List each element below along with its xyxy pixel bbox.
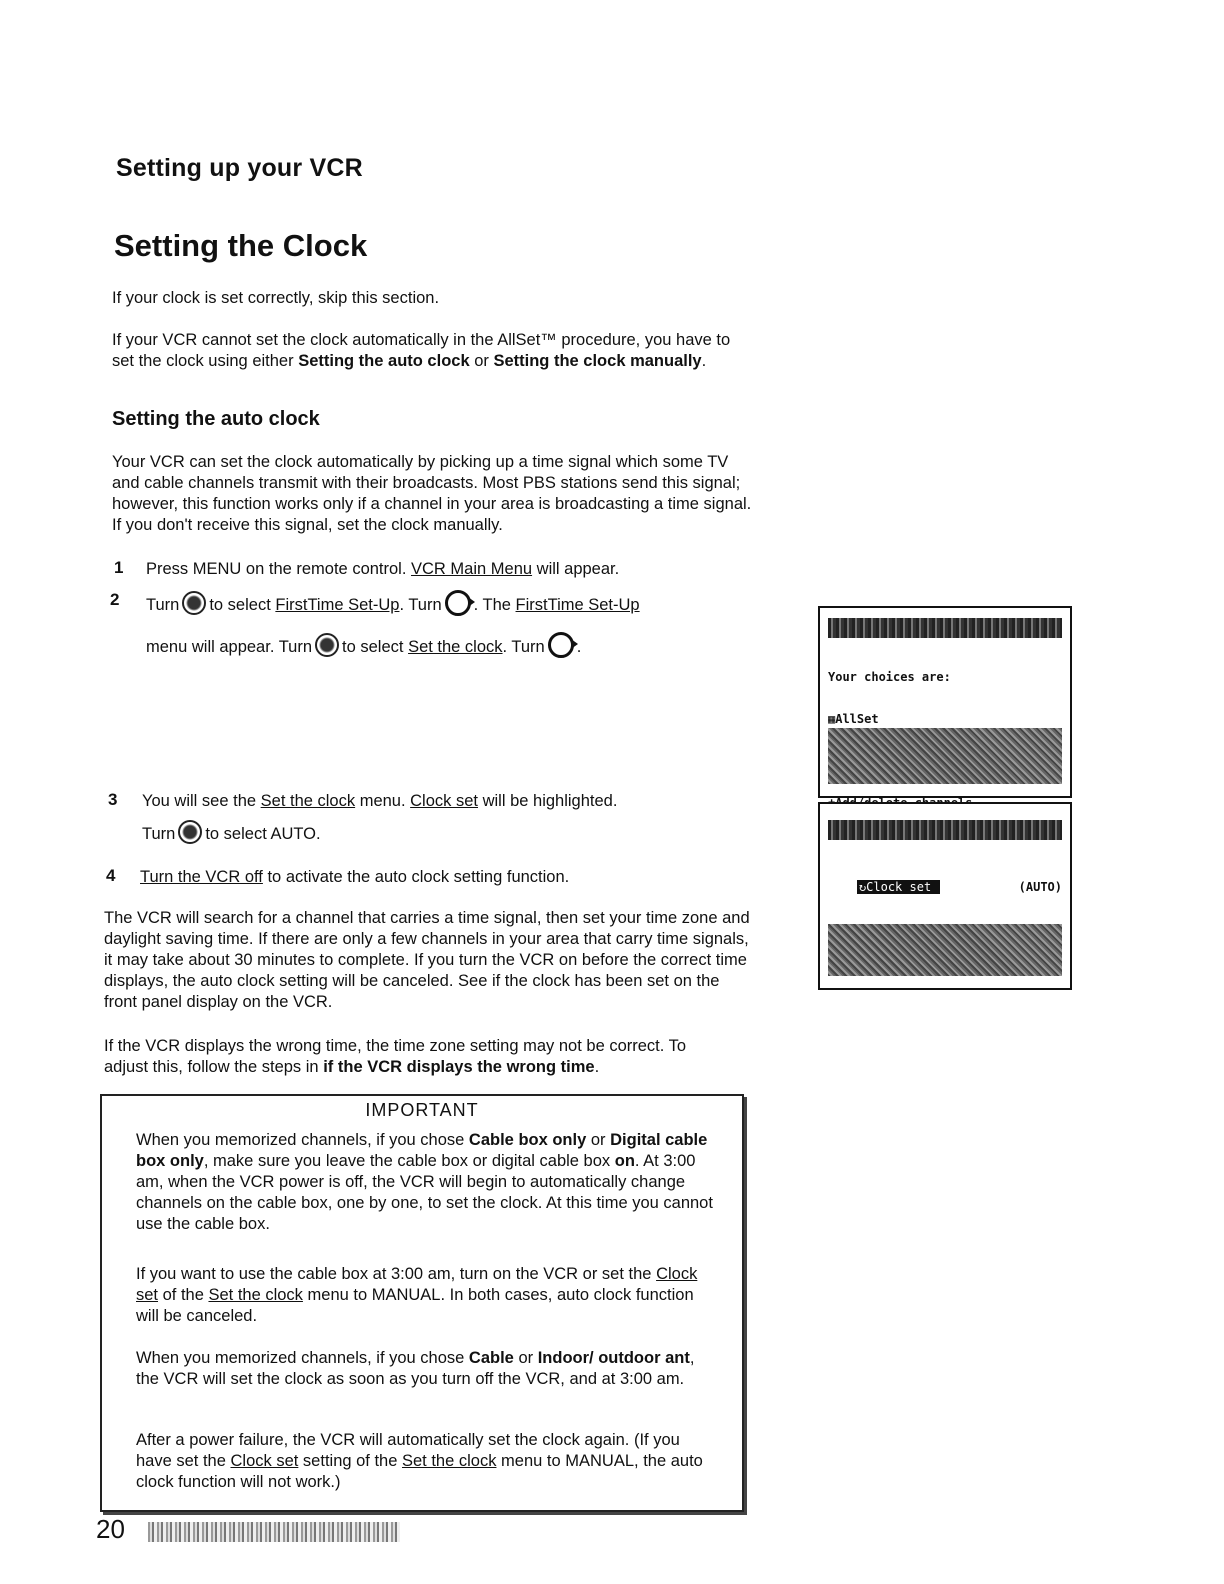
osd-item-value: (AUTO): [1018, 880, 1062, 894]
step-text: Turn: [146, 596, 180, 614]
para-text: When you memorized channels, if you chose: [136, 1131, 469, 1149]
step-text: menu will appear. Turn: [146, 638, 313, 656]
step-text: You will see the: [142, 792, 261, 810]
vcr-main-menu-link: VCR Main Menu: [411, 560, 533, 578]
turn-vcr-off-link: Turn the VCR off: [140, 868, 263, 886]
step-4-text: [140, 866, 760, 888]
osd-title-bar: [828, 618, 1062, 638]
para-text: If you want to use the cable box at 3:00 am, turn on the VCR or set the: [136, 1265, 657, 1283]
step-text: . The: [473, 596, 516, 614]
step-text: .: [576, 638, 582, 656]
step-text: to activate the auto clock setting function.: [262, 868, 570, 886]
step-number: 2: [110, 590, 120, 609]
step-3-line-2: [142, 820, 762, 845]
jog-dial-icon: [315, 633, 339, 657]
section-header: Setting up your VCR: [116, 154, 363, 182]
osd-help-area: [828, 728, 1062, 784]
step-2-line-1: [146, 590, 766, 616]
cable-box-only-ref: Cable box only: [468, 1131, 587, 1149]
step-text: Press MENU on the remote control.: [146, 560, 412, 578]
firsttime-setup-link: FirstTime Set-Up: [275, 596, 400, 614]
step-text: . Turn: [399, 596, 442, 614]
page-title: Setting the Clock: [114, 228, 368, 263]
para-text: of the: [158, 1286, 209, 1304]
cable-ref: Cable: [468, 1349, 514, 1367]
digital-cable-box-only-ref: Digital cable box only: [136, 1131, 708, 1170]
jog-dial-icon: [178, 820, 202, 844]
para-text: or: [586, 1131, 611, 1149]
osd-firsttime-setup-screen: [818, 606, 1072, 798]
para-text: , make sure you leave the cable box or digital cable box: [203, 1152, 615, 1170]
wrong-time-paragraph: [104, 1036, 734, 1078]
osd-help-area: [828, 924, 1062, 976]
important-paragraph-4: [136, 1430, 716, 1493]
jog-dial-icon: [182, 591, 206, 615]
para-text: setting of the: [298, 1452, 402, 1470]
footer-decorative-bar: [148, 1522, 400, 1542]
step-2-line-2: [146, 632, 766, 658]
indoor-outdoor-ant-ref: Indoor/ outdoor ant: [537, 1349, 690, 1367]
enter-dial-icon: [548, 632, 574, 658]
auto-clock-description: Your VCR can set the clock automatically by picking up a time signal which some TV and cable channels transmit with their broadcasts. Most PBS stations send this signal; however, this function works only if a channel in your area is broadcasting a time signal. If you don't receive this signal, set the clock manually.: [112, 453, 752, 534]
important-box: [100, 1094, 744, 1512]
para-text: .: [594, 1058, 600, 1076]
para-text: If the VCR displays the wrong time, the time zone setting may not be correct. To adjust this, follow the steps in: [104, 1037, 687, 1076]
set-the-clock-link: Set the clock: [408, 638, 503, 656]
step-number: 4: [106, 866, 116, 885]
osd-highlighted-item: ↻Clock set: [857, 880, 941, 894]
step-number: 1: [114, 558, 124, 577]
manual-clock-ref: Setting the clock manually: [493, 352, 702, 370]
osd-title-bar: [828, 820, 1062, 840]
clock-set-link: Clock set: [230, 1452, 299, 1470]
sub-heading-auto-clock: Setting the auto clock: [112, 408, 320, 430]
para-text: After a power failure, the VCR will automatically set the clock again. (If you have set the: [136, 1431, 680, 1470]
osd-item-label: AllSet: [835, 712, 879, 726]
para-text: menu to MANUAL, the auto clock function will not work.): [136, 1452, 703, 1491]
auto-clock-search-paragraph: The VCR will search for a channel that carries a time signal, then set your time zone and daylight saving time. If there are only a few channels in your area that carry time signals, it may take about 30 minutes to complete. If you turn the VCR on before the correct time displays, the auto clock setting will be canceled. See if the clock has been set on the front panel display on the VCR.: [104, 909, 750, 1011]
para-text: , the VCR will set the clock as soon as you turn off the VCR, and at 3:00 am.: [136, 1349, 695, 1388]
set-the-clock-link: Set the clock: [260, 792, 356, 810]
clock-set-link: Clock set: [410, 792, 478, 810]
step-3-line-1: [142, 790, 762, 812]
osd-item-allset: ▦AllSet: [828, 712, 879, 726]
step-text: to select AUTO.: [205, 825, 321, 843]
firsttime-setup-link: FirstTime Set-Up: [515, 596, 640, 614]
auto-clock-ref: Setting the auto clock: [298, 352, 470, 370]
intro-paragraph-2: [112, 330, 732, 372]
para-text: When you memorized channels, if you chose: [136, 1349, 469, 1367]
intro-text: or: [469, 352, 494, 370]
step-text: will appear.: [532, 560, 620, 578]
important-title: IMPORTANT: [365, 1100, 479, 1120]
clock-set-link: Clock set: [136, 1265, 698, 1304]
step-text: menu.: [355, 792, 411, 810]
step-text: to select: [342, 638, 409, 656]
step-text: will be highlighted.: [478, 792, 618, 810]
para-text: or: [513, 1349, 538, 1367]
wrong-time-ref: if the VCR displays the wrong time: [323, 1058, 595, 1076]
intro-paragraph-1: If your clock is set correctly, skip this section.: [112, 289, 440, 307]
osd-set-clock-screen: [818, 802, 1072, 990]
osd-prompt: Your choices are:: [828, 670, 951, 684]
para-text: . At 3:00 am, when the VCR power is off, the VCR will begin to automatically change channels on the cable box, one by one, to set the clock. At this time you cannot use the cable box.: [136, 1152, 713, 1233]
step-number: 3: [108, 790, 118, 809]
enter-dial-icon: [445, 590, 471, 616]
set-the-clock-link: Set the clock: [208, 1286, 303, 1304]
important-paragraph-1: [136, 1130, 716, 1235]
page-number: 20: [96, 1514, 125, 1544]
step-1-text: [146, 558, 746, 580]
osd-clock-set-row: [828, 866, 1062, 908]
important-paragraph-2: [136, 1264, 716, 1327]
important-paragraph-3: [136, 1348, 716, 1390]
set-the-clock-link: Set the clock: [402, 1452, 497, 1470]
para-text: menu to MANUAL. In both cases, auto clock function will be canceled.: [136, 1286, 694, 1325]
osd-item-label: Clock set: [866, 880, 932, 894]
intro-text: If your VCR cannot set the clock automatically in the AllSet™ procedure, you have to set the clock using either: [112, 331, 731, 370]
step-text: to select: [209, 596, 276, 614]
step-text: . Turn: [502, 638, 545, 656]
intro-text: .: [701, 352, 707, 370]
on-ref: on: [614, 1152, 635, 1170]
step-text: Turn: [142, 825, 176, 843]
